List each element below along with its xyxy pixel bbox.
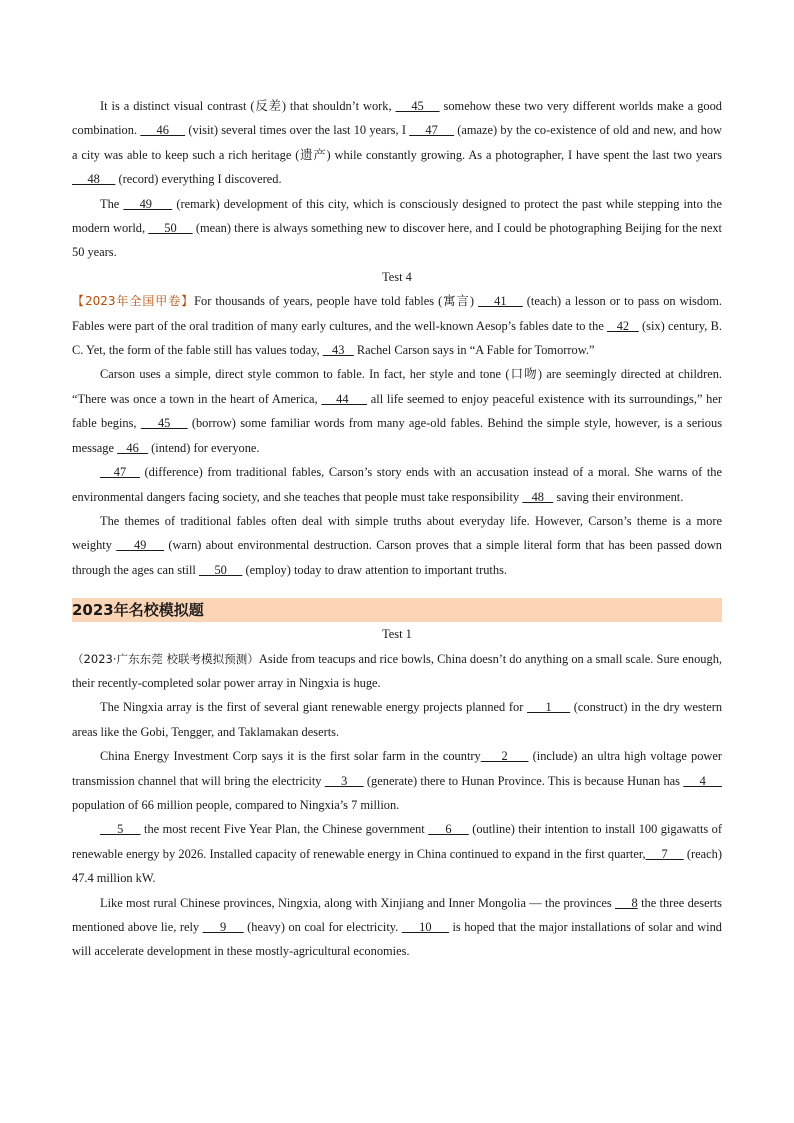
answer-blank: 47 (409, 123, 455, 138)
answer-blank: 47 (100, 465, 140, 480)
text-segment: the most recent Five Year Plan, the Chinese government (140, 822, 429, 837)
exam-source-tag: 【2023年全国甲卷】 (72, 294, 195, 309)
answer-blank: 49 (123, 196, 173, 211)
text-segment: Carson uses a simple, direct style common to fable. In fact, her style and tone (口吻) are seemingly directed at children. “There was once a town in the heart of America, (72, 367, 722, 406)
text-segment: (employ) today to draw attention to important truths. (242, 562, 507, 577)
answer-blank: 50 (198, 562, 243, 577)
text-segment: (include) an ultra high voltage power transmission channel that will bring the electricity (72, 749, 722, 788)
text-segment: The Ningxia array is the first of several giant renewable energy projects planned for (100, 700, 528, 715)
text-segment: The (100, 196, 124, 211)
answer-blank: 9 (202, 920, 244, 934)
answer-blank: 44 (321, 391, 368, 406)
paragraph-test1-2 (72, 744, 722, 817)
answer-blank: 3 (324, 773, 364, 788)
answer-blank: 10 (401, 920, 449, 934)
answer-blank: 48 (522, 489, 554, 504)
text-segment: saving their environment. (553, 489, 684, 504)
text-segment: Aside from teacups and rice bowls, China doesn’t do anything on a small scale. Sure enough, their recently-completed solar power array in Ningxia is huge. (72, 651, 722, 690)
document-page (72, 94, 722, 964)
text-segment: (teach) a lesson or to pass on wisdom. Fables were part of the oral tradition of many early cultures, and the well-known Aesop’s fables date to the (72, 294, 722, 333)
text-segment: Like most rural Chinese provinces, Ningxia, along with Xinjiang and Inner Mongolia — the provinces (100, 895, 615, 910)
text-segment: (reach) 47.4 million kW. (72, 846, 723, 886)
paragraph-part1-1 (72, 94, 722, 192)
answer-blank: 48 (72, 172, 116, 187)
paragraph-test4-2 (72, 362, 722, 460)
text-segment: (construct) in the dry western areas like the Gobi, Tengger, and Taklamakan deserts. (72, 700, 723, 739)
text-segment: (six) century, B. C. Yet, the form of the fable still has values today, (72, 318, 722, 358)
text-segment: (generate) there to Hunan Province. This is because Hunan has (363, 773, 684, 788)
text-segment: China Energy Investment Corp says it is the first solar farm in the country (100, 749, 481, 764)
text-segment: It is a distinct visual contrast (反差) that shouldn’t work, (100, 99, 396, 113)
section-heading: 2023年名校模拟题 (72, 598, 722, 622)
answer-blank: 7 (645, 846, 684, 861)
answer-blank: 49 (116, 538, 164, 553)
text-segment: (amaze) by the co-existence of old and new, and how a city was able to keep such a rich heritage (遗产) while constantly growing. As a photographer, I have spent the last two years (72, 123, 723, 162)
paragraph-test4-4 (72, 509, 722, 582)
text-segment: all life seemed to enjoy peaceful existence with its surroundings,” her fable begins, (72, 391, 722, 431)
text-segment: (record) everything I discovered. (115, 172, 282, 187)
paragraph-test1-3 (72, 817, 722, 890)
paragraph-test1-4 (72, 891, 722, 964)
test1-title: Test 1 (382, 627, 412, 642)
text-segment: (visit) several times over the last 10 years, I (185, 123, 410, 138)
paragraph-part1-2 (72, 192, 722, 265)
answer-blank: 5 (100, 822, 141, 837)
text-segment: population of 66 million people, compared to Ningxia’s 7 million. (72, 797, 400, 812)
answer-blank: 45 (140, 416, 188, 431)
text-segment: (mean) there is always something new to discover here, and I could be photographing Beijing for the next 50 years. (72, 221, 722, 260)
answer-blank: 6 (428, 822, 469, 837)
text-segment: (heavy) on coal for electricity. (243, 920, 402, 934)
answer-blank: 46 (117, 440, 149, 455)
text-segment: somehow these two very different worlds make a good combination. (72, 99, 723, 138)
answer-blank: 46 (140, 123, 186, 138)
paragraph-test1-0 (72, 647, 722, 696)
answer-blank: 41 (478, 294, 523, 309)
text-segment: For thousands of years, people have told fables (寓言) (194, 294, 478, 309)
answer-blank: 1 (527, 700, 571, 715)
answer-blank: 8 (614, 895, 638, 910)
text-segment: (difference) from traditional fables, Carson’s story ends with an accusation instead of a moral. She warns of the environmental dangers facing society, and she teaches that people must take responsibility (72, 465, 722, 504)
exam-source: （2023·广东东莞 校联考模拟预测） (72, 651, 259, 666)
text-segment: (intend) for everyone. (148, 440, 260, 455)
paragraph-test4-1 (72, 289, 722, 362)
text-segment: (borrow) some familiar words from many age-old fables. Behind the simple style, however, is a serious message (72, 416, 723, 455)
answer-blank: 4 (683, 773, 722, 788)
answer-blank: 2 (480, 749, 529, 764)
answer-blank: 50 (148, 221, 193, 236)
text-segment: is hoped that the major installations of solar and wind will accelerate development in these mostly-agricultural economies. (72, 920, 722, 959)
text-segment: (warn) about environmental destruction. Carson proves that a simple literal form that has been passed down through the ages can still (72, 538, 723, 577)
text-segment: (remark) development of this city, which is consciously designed to protect the past while stepping into the modern world, (72, 196, 722, 236)
text-segment: The themes of traditional fables often deal with simple truths about everyday life. However, Carson’s theme is a more weighty (72, 513, 722, 553)
paragraph-test4-3 (72, 460, 722, 509)
text-segment: Rachel Carson says in “A Fable for Tomorrow.” (353, 343, 595, 358)
answer-blank: 42 (607, 318, 639, 333)
test4-title: Test 4 (382, 269, 412, 284)
answer-blank: 43 (322, 343, 354, 358)
paragraph-test1-1 (72, 695, 722, 744)
answer-blank: 45 (395, 99, 440, 113)
text-segment: (outline) their intention to install 100 gigawatts of renewable energy by 2026. Installed capacity of renewable energy in China continued to expand in the first quarter, (72, 822, 722, 861)
text-segment: the three deserts mentioned above lie, rely (72, 895, 723, 934)
